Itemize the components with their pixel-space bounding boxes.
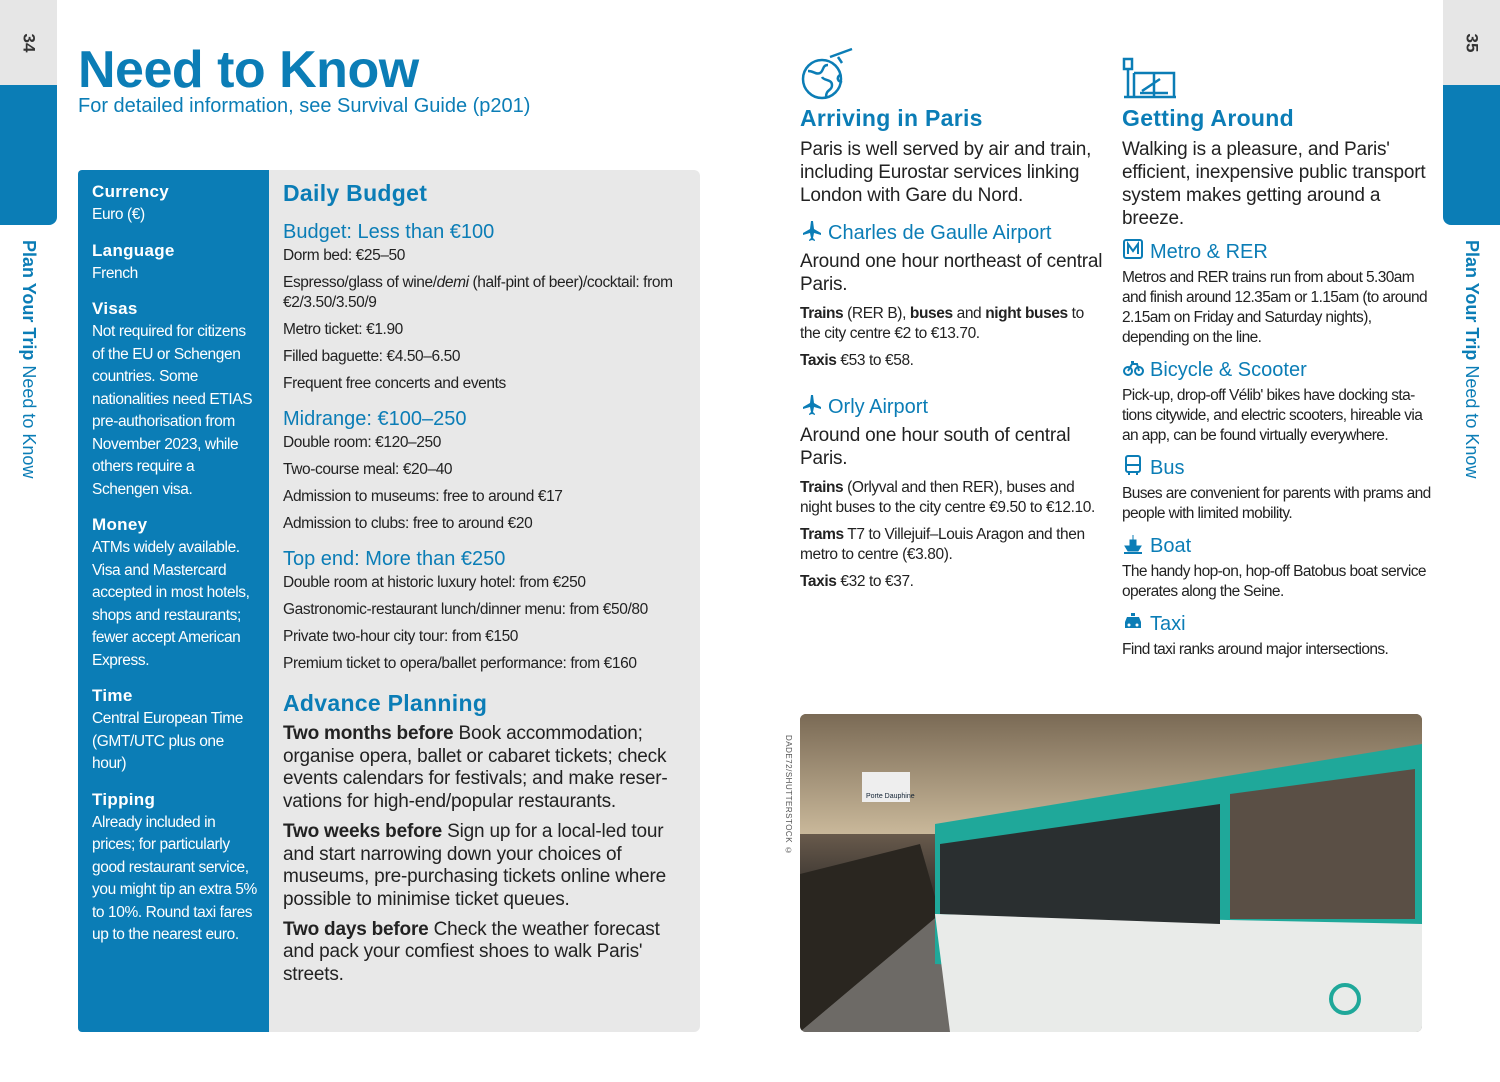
fact-title: Currency (92, 182, 170, 201)
airport-lead: Around one hour south of central Paris. (800, 425, 1071, 469)
budget-item (283, 654, 686, 674)
text-segment: Book accommodation; organise opera, ballet or cabaret tickets; check events calendars for festivals; and make reservations for high-end/popular restaurants. (283, 723, 668, 813)
text-segment: Double room at historic luxury hotel: from €250 (283, 574, 586, 591)
text-segment: Two-course meal: €20–40 (283, 461, 453, 478)
left-page-tab (0, 0, 57, 479)
text-segment: (RER B), (843, 305, 910, 322)
fact-title: Visas (92, 299, 138, 318)
section-heading-label: Boat (1150, 534, 1192, 557)
budget-item (283, 246, 686, 266)
fact-text: ATMs widely available. Visa and Mastercard accepted in most hotels, shops and restaurants; fewer accept American Express. (92, 539, 250, 669)
fact-text: Central European Time (GMT/UTC plus one hour) (92, 710, 243, 772)
text-segment: Frequent free concerts and events (283, 375, 506, 392)
transport-text: The handy hop-on, hop-off Batobus boat service operates along the Seine. (1122, 563, 1426, 600)
bus-icon (1122, 454, 1144, 482)
taxi-icon (1122, 610, 1144, 638)
text-segment: from €50/80 (565, 601, 648, 618)
fact-item (92, 686, 259, 776)
fact-item (92, 241, 259, 286)
transport-section (1122, 610, 1434, 660)
metro-icon (1122, 238, 1144, 266)
text-segment: buses (909, 305, 953, 322)
fact-text: Euro (€) (92, 206, 145, 223)
section-heading-label: Bus (1150, 456, 1185, 479)
text-segment: demi (436, 274, 469, 291)
text-segment: T7 to Villejuif–Louis Aragon and then metro to centre (€3.80). (800, 526, 1085, 563)
budget-tier-heading: Budget: Less than €100 (283, 221, 495, 243)
transport-section (1122, 454, 1434, 524)
budget-tier-heading: Midrange: €100–250 (283, 408, 467, 430)
budget-item (283, 374, 686, 394)
budget-item (283, 487, 686, 507)
section-heading (1122, 610, 1434, 638)
airplane-icon (800, 393, 822, 421)
section-heading-label: Metro & RER (1150, 240, 1268, 263)
transport-section (1122, 238, 1434, 348)
fact-text: French (92, 264, 138, 282)
transport-info (800, 525, 1105, 565)
transport-text: Metros and RER trains run from about 5.30am and finish around 12.35am or 1.15am (to around 2.15am on Friday and Saturday nights), depending on the line. (1122, 269, 1428, 346)
text-segment: Espresso/glass of wine/ (283, 274, 437, 291)
text-segment: Metro ticket: €1.90 (283, 321, 403, 338)
text-segment: Check the weather forecast and pack your comfiest shoes to walk Paris' streets. (283, 918, 660, 986)
section-heading-label: Taxi (1150, 612, 1186, 635)
station-icon (1122, 45, 1434, 103)
arriving-column (800, 45, 1105, 599)
airport-section (800, 219, 1105, 371)
section-heading-label: Charles de Gaulle Airport (828, 221, 1052, 244)
text-segment: €32 to €37. (836, 573, 914, 590)
transport-section (1122, 532, 1434, 602)
arriving-intro: Paris is well served by air and train, including Eurostar services linking London with Gare du Nord. (800, 139, 1092, 206)
section-heading (1122, 454, 1434, 482)
bicycle-icon (1122, 356, 1144, 384)
arriving-title: Arriving in Paris (800, 105, 983, 131)
section-heading-label: Bicycle & Scooter (1150, 358, 1307, 381)
fact-title: Time (92, 686, 133, 705)
right-page-tab (1443, 0, 1500, 479)
running-head: Plan Your Trip Need to Know (19, 240, 39, 479)
text-segment: Trains (800, 305, 844, 322)
text-segment: €53 to €58. (836, 352, 914, 369)
getting-around-title: Getting Around (1122, 105, 1294, 131)
transport-text: Pick-up, drop-off Vélib' bikes have docking stations citywide, and electric scooters, hireable via an app, can be found virtually everywhere. (1122, 387, 1423, 444)
text-segment: Two weeks before (283, 820, 443, 842)
text-segment: menu: (524, 601, 566, 618)
text-segment: (half-pint of beer)/cocktail: from €2/3.50/3.50/9 (283, 274, 673, 311)
text-segment: Taxis (800, 352, 837, 369)
section-heading-label: Orly Airport (828, 395, 929, 418)
fact-item (92, 790, 259, 947)
fact-item (92, 299, 259, 501)
text-segment: Trams (800, 526, 844, 543)
transport-section (1122, 356, 1434, 446)
daily-budget-heading: Daily Budget (283, 180, 428, 206)
advance-item (283, 821, 686, 912)
airport-lead: Around one hour northeast of central Paris. (800, 251, 1103, 295)
transport-info (800, 572, 1105, 592)
fact-item (92, 182, 259, 227)
transport-info (800, 478, 1105, 518)
budget-item (283, 514, 686, 534)
budget-item (283, 320, 686, 340)
text-segment: Two days before (283, 918, 429, 940)
text-segment: (Orlyval and then RER), buses and night buses to the city centre €9.50 to €12.10. (800, 479, 1095, 516)
metro-train-photo (800, 714, 1422, 1032)
budget-item (283, 273, 686, 313)
fact-title: Language (92, 240, 175, 260)
budget-item (283, 347, 686, 367)
budget-item (283, 460, 686, 480)
budget-item (283, 573, 686, 593)
running-head: Plan Your Trip Need to Know (1462, 240, 1482, 479)
section-heading (1122, 238, 1434, 266)
fact-item (92, 515, 259, 672)
fact-title: Money (92, 515, 148, 534)
text-segment: Two months before (283, 723, 454, 744)
airplane-icon (800, 219, 822, 247)
photo-credit: DADE72/SHUTTERSTOCK © (784, 735, 793, 856)
text-segment: Sign up for a local-led tour and start narrowing down your choices of museums, pre-purchasing tickets online where possible to minimise ticket queues. (283, 820, 666, 910)
section-heading (1122, 356, 1434, 384)
tab-marker (0, 85, 57, 225)
advance-item (283, 919, 686, 987)
text-segment: and (952, 305, 986, 322)
page-title: Need to Know (78, 41, 419, 99)
text-segment: Private two-hour city tour: from €150 (283, 628, 519, 645)
globe-plane-icon (800, 45, 1105, 103)
text-segment: Admission to clubs: free to around €20 (283, 515, 533, 532)
tab-marker (1443, 85, 1500, 225)
section-heading (1122, 532, 1434, 560)
fact-text: Not required for citizens of the EU or Schengen countries. Some nationalities need ETIAS pre-authorisation from November 2023, while others require a Schengen visa. (92, 323, 253, 498)
getting-around-intro: Walking is a pleasure, and Paris' efficient, inexpensive public transport system makes getting around a breeze. (1122, 139, 1426, 229)
station-sign: Porte Dauphine (866, 793, 915, 800)
text-segment: Admission to museums: free to around €17 (283, 488, 563, 505)
fact-text: Already included in prices; for particularly good restaurant service, you might tip an extra 5% to 10%. Round taxi fares up to the nearest euro. (92, 813, 257, 943)
budget-panel (269, 170, 700, 1032)
text-segment: Taxis (800, 573, 837, 590)
budget-item (283, 627, 686, 647)
transport-info (800, 351, 1105, 371)
text-segment: Gastronomic-restaurant lunch/dinner (283, 601, 525, 618)
budget-item (283, 433, 686, 453)
getting-around-column (1122, 45, 1434, 664)
section-heading (800, 219, 1105, 247)
quick-facts-panel (78, 170, 269, 1032)
transport-text: Find taxi ranks around major intersections. (1122, 641, 1389, 658)
text-segment: to the city centre €2 to €13.70. (800, 305, 1084, 342)
advance-planning-heading: Advance Planning (283, 690, 488, 716)
advance-item (283, 723, 686, 814)
text-segment: Trains (800, 479, 844, 496)
text-segment: Double room: €120–250 (283, 434, 441, 451)
text-segment: Dorm bed: €25–50 (283, 247, 405, 264)
page-number: 35 (1443, 0, 1500, 85)
page-number: 34 (0, 0, 57, 85)
fact-title: Tipping (92, 789, 156, 809)
transport-text: Buses are convenient for parents with prams and people with limited mobility. (1122, 485, 1431, 522)
airport-section (800, 393, 1105, 592)
text-segment: night buses (985, 305, 1068, 322)
budget-item (283, 600, 686, 620)
section-heading (800, 393, 1105, 421)
text-segment: Premium ticket to opera/ballet performance: from €160 (283, 655, 637, 672)
text-segment: Filled baguette: €4.50–6.50 (283, 348, 461, 365)
transport-info (800, 304, 1105, 344)
boat-icon (1122, 532, 1144, 560)
page-subtitle: For detailed information, see Survival Guide (p201) (78, 95, 531, 117)
budget-tier-heading: Top end: More than €250 (283, 548, 506, 570)
